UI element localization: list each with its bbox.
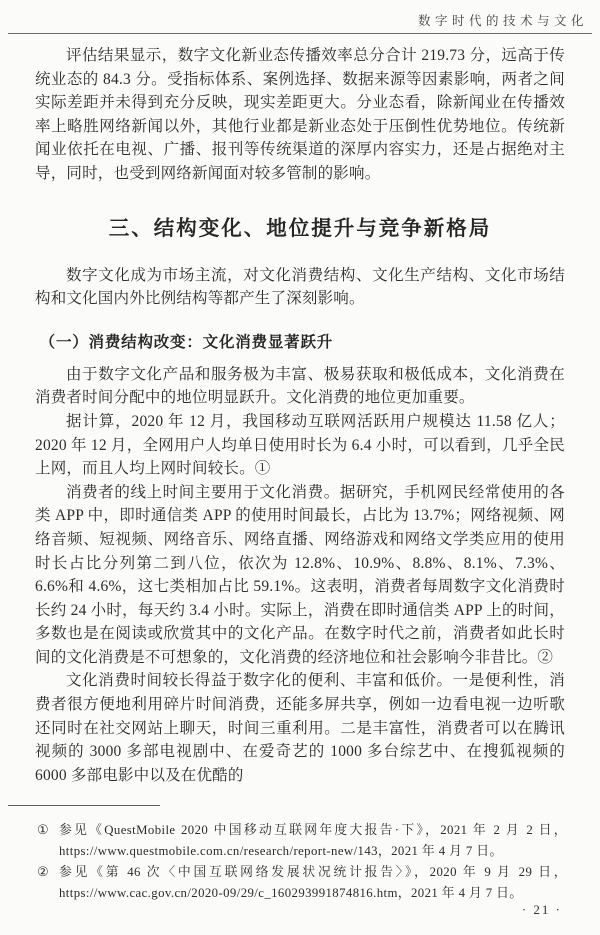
paragraph-app-usage: 消费者的线上时间主要用于文化消费。据研究，手机网民经常使用的各类 APP 中，即时通信类 APP 的使用时间最长，占比为 13.7%；网络视频、网络音频、短视频、网络音乐、网络直播、网络游戏和网络文学类应用的使用时长占比分列第二到八位，依次为 12.8%、10.9%、8.8%、8.1%、7.3%、6.6%和 4.6%，这七类相加占比 59.1%。这表明，消费者每周数字文化消费时长约 24 小时，每天约 3.4 小时。实际上，消费在即时通信类 APP 上的时间，多数也是在阅读或欣赏其中的文化产品。在数字时代之前，消费者如此长时间的文化消费是不可想象的，文化消费的经济地位和社会影响今非昔比。② — [35, 483, 565, 666]
paragraph-consumption-rise: 由于数字文化产品和服务极为丰富、极易获取和极低成本，文化消费在消费者时间分配中的地位明显跃升。文化消费的地位更加重要。 — [35, 365, 565, 407]
paragraph-internet-users: 据计算，2020 年 12 月，我国移动互联网活跃用户规模达 11.58 亿人；2020 年 12 月，全网用户人均单日使用时长为 6.4 小时，可以看到，几乎全民上网，而且人均上网时间较长。① — [35, 412, 565, 478]
footnote-1-text: 参见《QuestMobile 2020 中国移动互联网年度大报告·下》，2021 年 2 月 2 日，https://www.questmobile.com.cn/research/report-new/143，2021 年 4 月 7 日。 — [59, 823, 567, 858]
paragraph-digital-benefits: 文化消费时间较长得益于数字化的便利、丰富和低价。一是便利性，消费者很方便地利用碎片时间消费，还能多屏共享，例如一边看电视一边听歌还同时在社交网站上聊天，时间三重利用。二是丰富性，消费者可以在腾讯视频的 3000 多部电视剧中、在爱奇艺的 1000 多台综艺中、在搜狐视频的 6000 多部电影中以及在优酷的 — [35, 672, 565, 784]
section-heading: 三、结构变化、地位提升与竞争新格局 — [108, 217, 492, 240]
footnote-separator — [8, 805, 160, 806]
paragraph-evaluation-results: 评估结果显示，数字文化新业态传播效率总分合计 219.73 分，远高于传统业态的 84.3 分。受指标体系、案例选择、数据来源等因素影响，两者之间实际差距并未得到充分反映，现实差距更大。分业态看，除新闻业在传播效率上略胜网络新闻以外，其他行业都是新业态处于压倒性优势地位。传统新闻业依托在电视、广播、报刊等传统渠道的深厚内容实力，还是占据绝对主导，同时，也受到网络新闻面对较多管制的影响。 — [35, 47, 565, 182]
footnote-1 — [35, 820, 567, 861]
paragraph-market-mainstream: 数字文化成为市场主流，对文化消费结构、文化生产结构、文化市场结构和文化国内外比例结构等都产生了深刻影响。 — [35, 266, 565, 308]
footnote-2-marker: ② — [37, 865, 49, 880]
page-content — [35, 44, 565, 787]
footnote-2-text: 参见《第 46 次〈中国互联网络发展状况统计报告〉》，2020 年 9 月 29 日，https://www.cac.gov.cn/2020-09/29/c_160293991874816.htm，2021 年 4 月 7 日。 — [59, 865, 567, 900]
header-rule — [8, 33, 592, 34]
subsection-heading: （一）消费结构改变：文化消费显著跃升 — [39, 333, 334, 351]
footnote-area — [35, 820, 567, 904]
footnote-2 — [35, 862, 567, 903]
footnote-1-marker: ① — [37, 823, 49, 837]
running-header-title: 数字时代的技术与文化 — [417, 14, 588, 28]
page-number: · 21 · — [521, 902, 562, 917]
